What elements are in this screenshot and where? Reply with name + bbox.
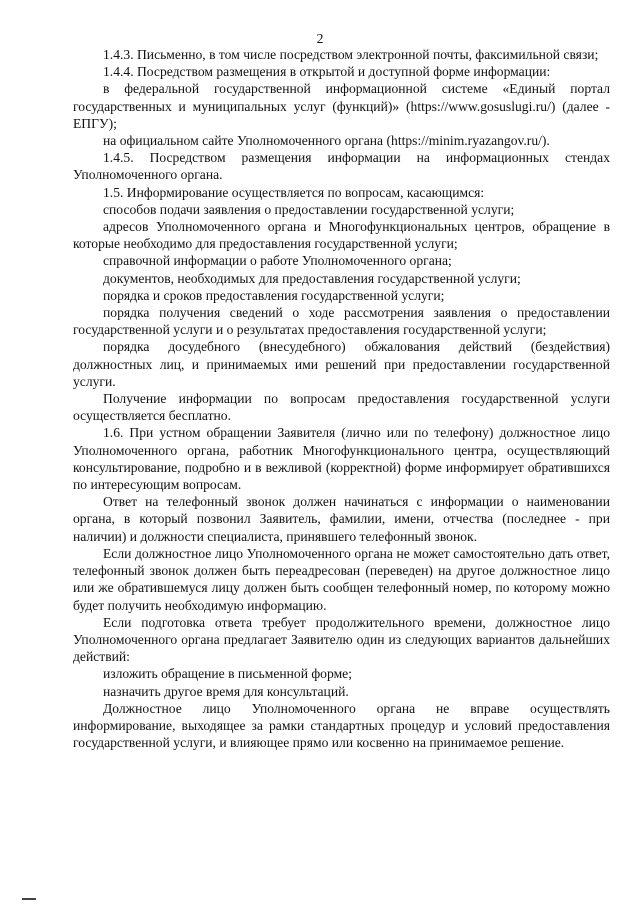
- paragraph-1-4-3: 1.4.3. Письменно, в том числе посредством электронной почты, факсимильной связи;: [103, 47, 599, 62]
- paragraph-free-info: Получение информации по вопросам предоставления государственной услуги осуществляется бесплатно.: [73, 391, 610, 424]
- page-number: 2: [316, 31, 324, 46]
- list-item-terms: порядка и сроков предоставления государственной услуги;: [103, 287, 445, 303]
- scan-artifact: [22, 898, 36, 900]
- list-item-documents: документов, необходимых для предоставления государственной услуги;: [103, 270, 521, 286]
- list-item-appeal-procedure: порядка досудебного (внесудебного) обжалования действий (бездействия) должностных лиц, и принимаемых ими решений при предоставлении государственной услуги.: [73, 339, 610, 389]
- list-item-reference-info: справочной информации о работе Уполномоченного органа;: [103, 253, 452, 269]
- paragraph-1-4-4: 1.4.4. Посредством размещения в открытой и доступной форме информации:: [103, 64, 551, 80]
- paragraph-phone-answer: Ответ на телефонный звонок должен начинаться с информации о наименовании органа, в который позвонил Заявитель, фамилии, имени, отчества (последнее - при наличии) и должности специалиста, принявшего телефонный звонок.: [73, 494, 610, 544]
- paragraph-official-site: на официальном сайте Уполномоченного органа (https://minim.ryazangov.ru/).: [103, 133, 550, 149]
- list-item-addresses: адресов Уполномоченного органа и Многофункциональных центров, обращение в которые необходимо для предоставления государственной услуги;: [73, 219, 610, 252]
- document-body: [73, 46, 610, 751]
- list-item-other-time: назначить другое время для консультаций.: [103, 683, 349, 699]
- list-item-progress-info: порядка получения сведений о ходе рассмотрения заявления о предоставлении государственной услуги и о результатах предоставления государственной услуги;: [73, 305, 610, 338]
- paragraph-call-redirect: Если должностное лицо Уполномоченного органа не может самостоятельно дать ответ, телефонный звонок должен быть переадресован (переведен) на другое должностное лицо или же обратившемуся лицу должен быть сообщен телефонный номер, по которому можно будет получить необходимую информацию.: [73, 545, 610, 613]
- paragraph-1-6: 1.6. При устном обращении Заявителя (лично или по телефону) должностное лицо Уполномоченного органа, работник Многофункционального центра, осуществляющий консультирование, подробно и в вежливой (корректной) форме информирует обратившихся по интересующим вопросам.: [73, 425, 610, 493]
- list-item-written-form: изложить обращение в письменной форме;: [103, 666, 352, 682]
- paragraph-restrictions: Должностное лицо Уполномоченного органа не вправе осуществлять информирование, выходящее за рамки стандартных процедур и условий предоставления государственной услуги, и влияющее прямо или косвенно на принимаемое решение.: [73, 700, 610, 751]
- paragraph-long-answer: Если подготовка ответа требует продолжительного времени, должностное лицо Уполномоченного органа предлагает Заявителю один из следующих вариантов дальнейших действий:: [73, 614, 610, 665]
- paragraph-1-5: 1.5. Информирование осуществляется по вопросам, касающимся:: [103, 184, 485, 200]
- list-item-submission-methods: способов подачи заявления о предоставлении государственной услуги;: [103, 201, 515, 217]
- paragraph-epgu: в федеральной государственной информационной системе «Единый портал государственных и муниципальных услуг (функций)» (https://www.gosuslugi.ru/) (далее - ЕПГУ);: [73, 81, 610, 131]
- paragraph-1-4-5: 1.4.5. Посредством размещения информации на информационных стендах Уполномоченного органа.: [73, 150, 610, 183]
